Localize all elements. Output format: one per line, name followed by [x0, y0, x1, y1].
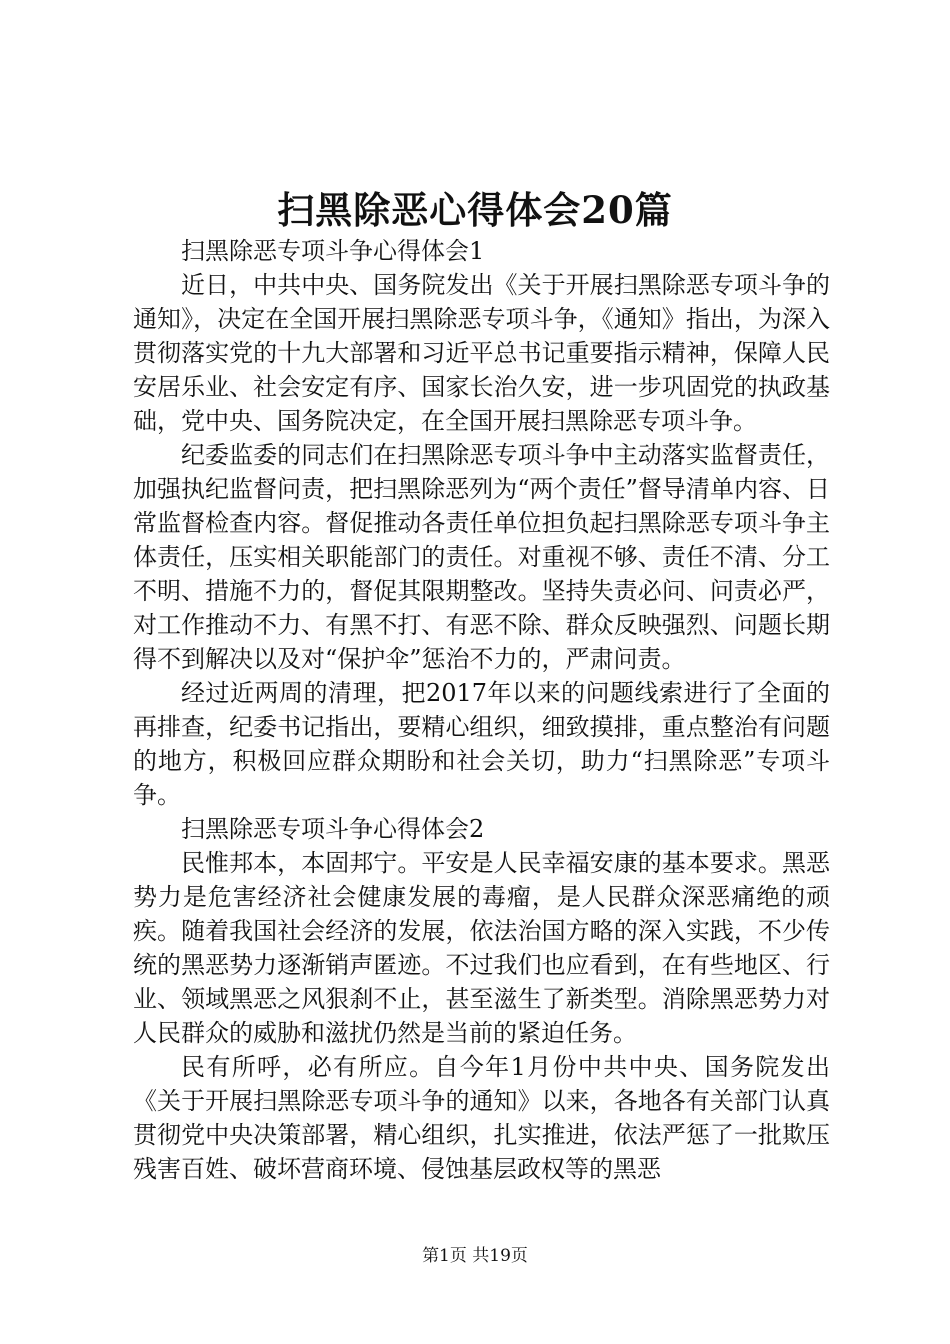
paragraph: 纪委监委的同志们在扫黑除恶专项斗争中主动落实监督责任，加强执纪监督问责，把扫黑除恶列为“两个责任”督导清单内容、日常监督检查内容。督促推动各责任单位担负起扫黑除恶专项斗争主体责任，压实相关职能部门的责任。对重视不够、责任不清、分工不明、措施不力的，督促其限期整改。坚持失责必问、问责必严，对工作推动不力、有黑不打、有恶不除、群众反映强烈、问题长期得不到解决以及对“保护伞”惩治不力的，严肃问责。: [133, 441, 830, 673]
page-number-footer: 第1页 共19页: [422, 1246, 528, 1266]
document-title: 扫黑除恶心得体会20篇: [277, 188, 673, 232]
paragraph: 民惟邦本，本固邦宁。平安是人民幸福安康的基本要求。黑恶势力是危害经济社会健康发展的毒瘤，是人民群众深恶痛绝的顽疾。随着我国社会经济的发展，依法治国方略的深入实践，不少传统的黑恶势力逐渐销声匿迹。不过我们也应看到，在有些地区、行业、领域黑恶之风狠刹不止，甚至滋生了新类型。消除黑恶势力对人民群众的威胁和滋扰仍然是当前的紧迫任务。: [133, 849, 830, 1047]
section-heading: 扫黑除恶专项斗争心得体会2: [181, 815, 485, 843]
section-heading: 扫黑除恶专项斗争心得体会1: [181, 237, 485, 265]
paragraph: 近日，中共中央、国务院发出《关于开展扫黑除恶专项斗争的通知》，决定在全国开展扫黑除恶专项斗争，《通知》指出，为深入贯彻落实党的十九大部署和习近平总书记重要指示精神，保障人民安居乐业、社会安定有序、国家长治久安，进一步巩固党的执政基础，党中央、国务院决定，在全国开展扫黑除恶专项斗争。: [133, 271, 830, 435]
paragraph: 经过近两周的清理，把2017年以来的问题线索进行了全面的再排查，纪委书记指出，要精心组织，细致摸排，重点整治有问题的地方，积极回应群众期盼和社会关切，助力“扫黑除恶”专项斗争。: [133, 679, 830, 809]
document-body: [133, 234, 830, 1186]
paragraph: 民有所呼，必有所应。自今年1月份中共中央、国务院发出《关于开展扫黑除恶专项斗争的通知》以来，各地各有关部门认真贯彻党中央决策部署，精心组织，扎实推进，依法严惩了一批欺压残害百姓、破坏营商环境、侵蚀基层政权等的黑恶: [133, 1053, 830, 1183]
